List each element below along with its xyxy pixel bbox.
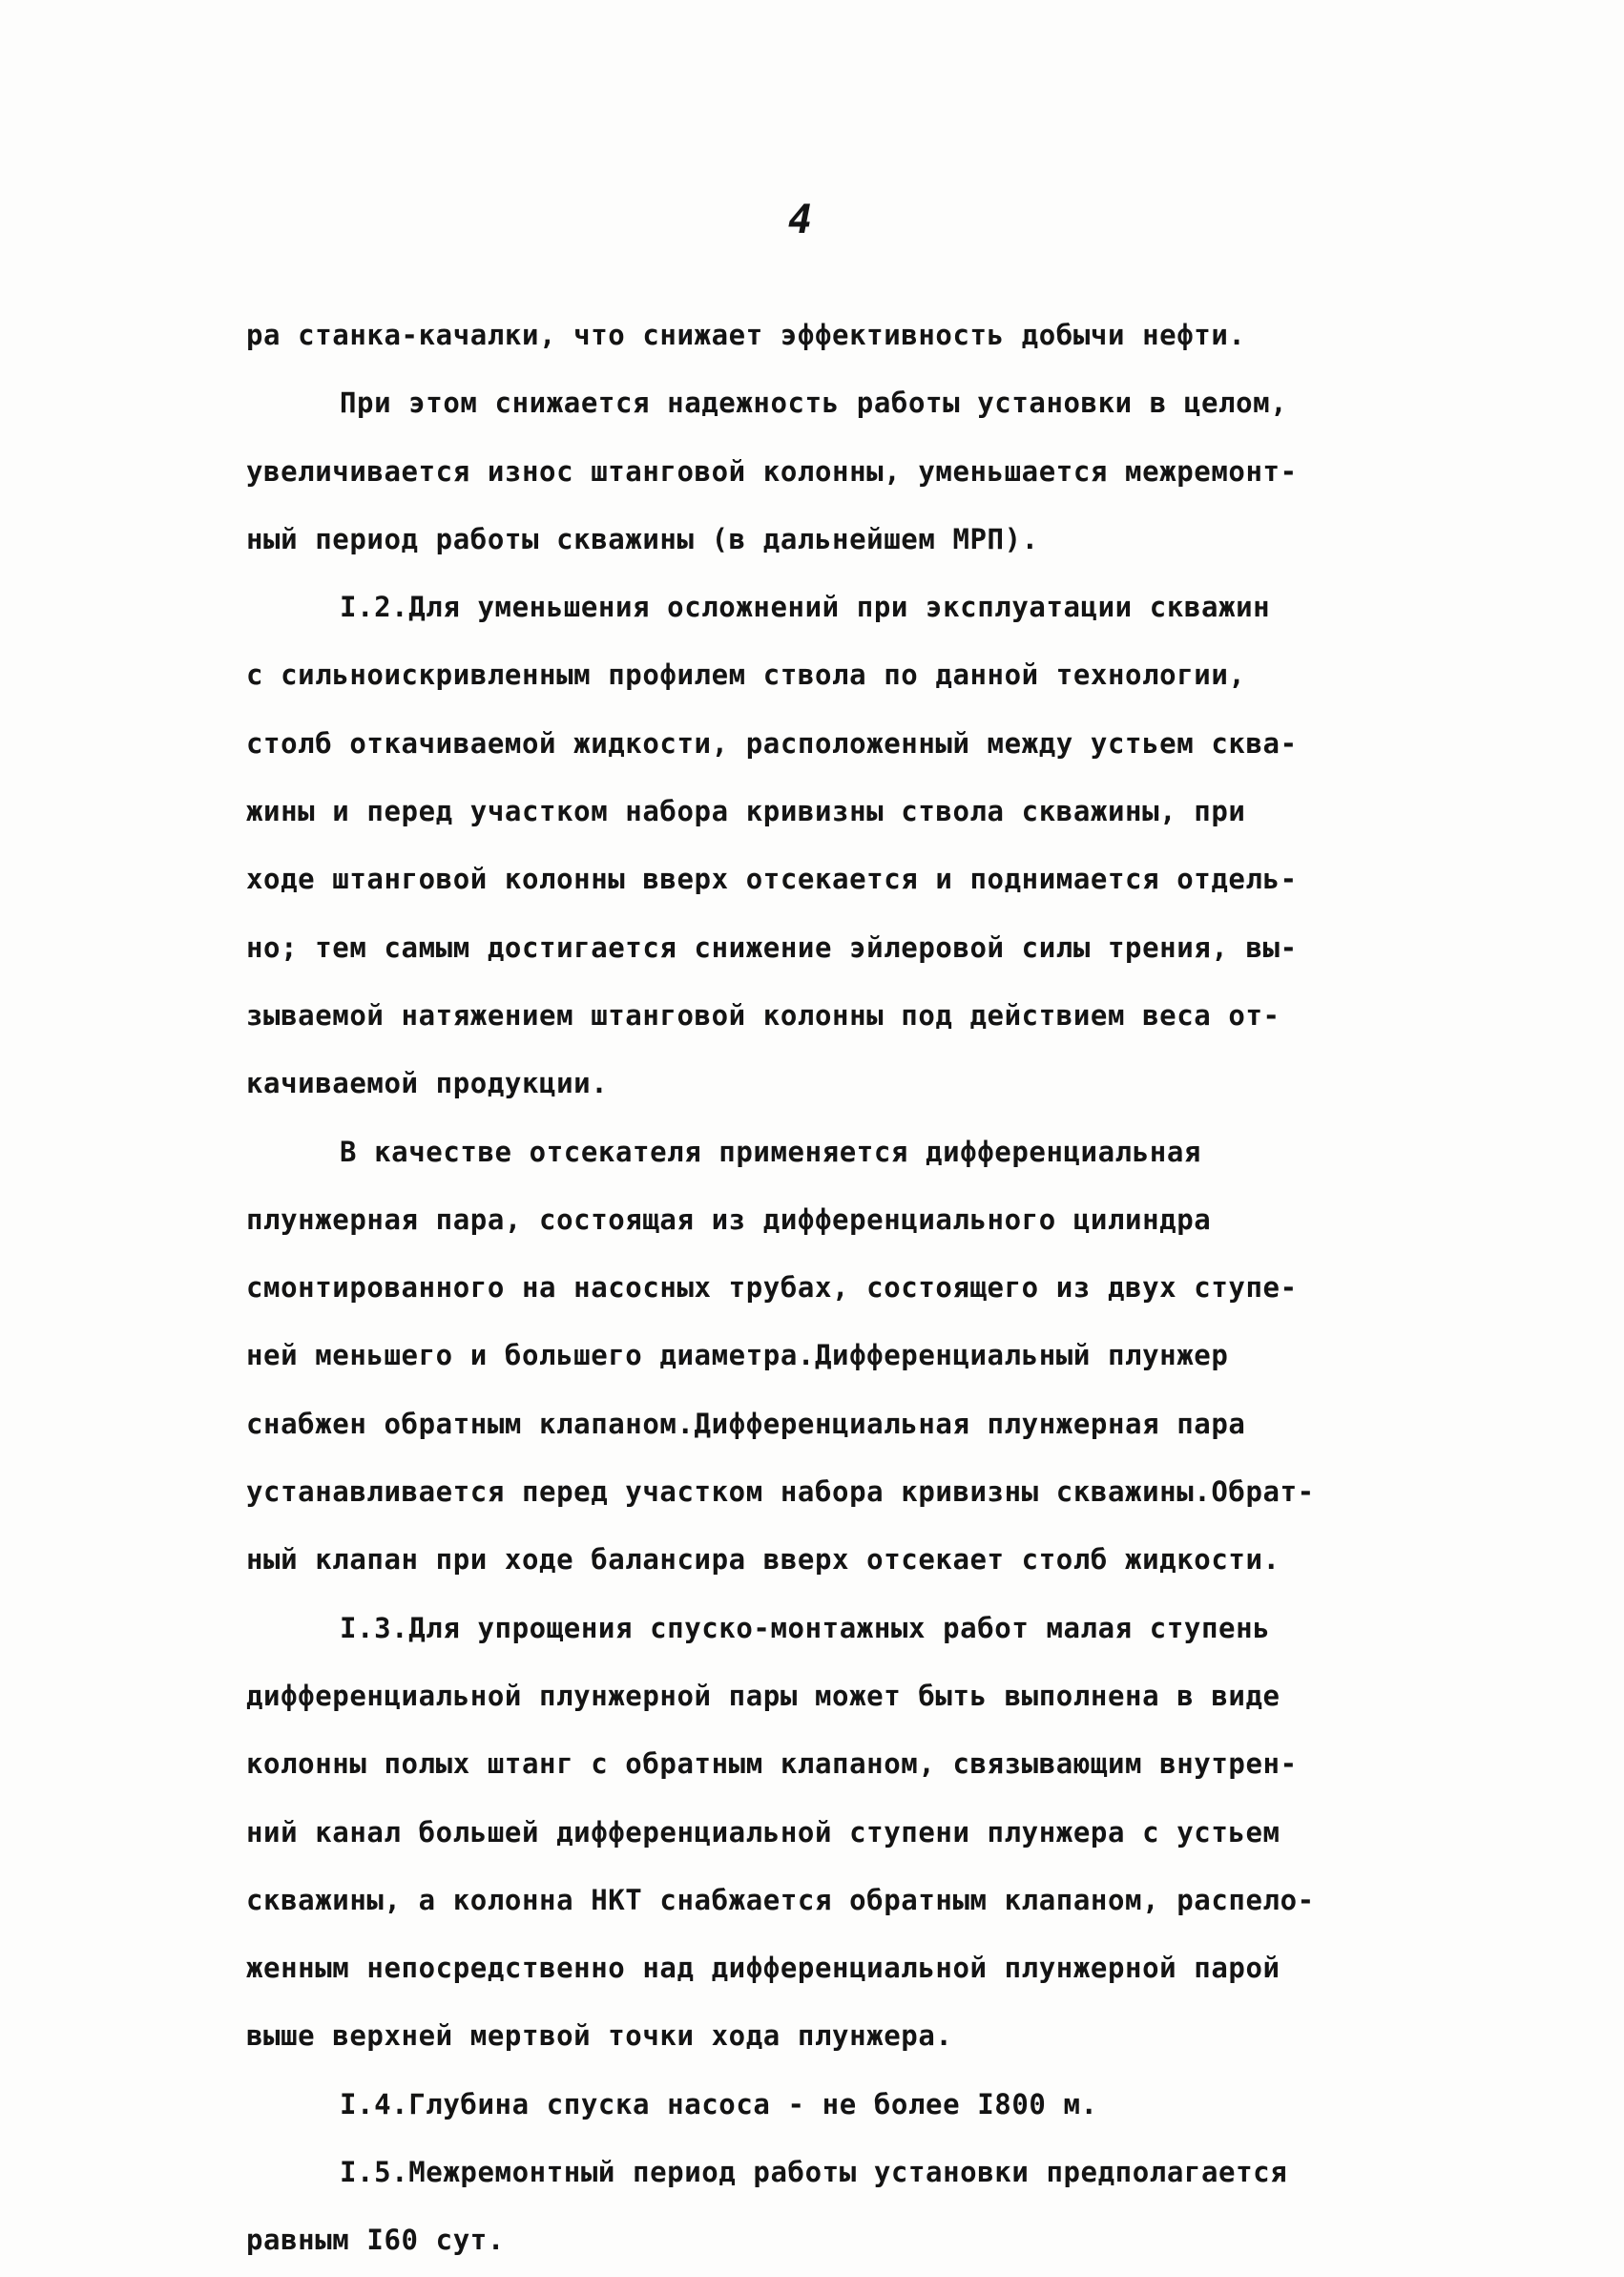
text-line: столб откачиваемой жидкости, расположенный между устьем сква- (246, 726, 1298, 760)
text-line: колонны полых штанг с обратным клапаном, связывающим внутрен- (246, 1747, 1298, 1781)
body-text (246, 302, 1420, 2275)
text-line: но; тем самым достигается снижение эйлеровой силы трения, вы- (246, 930, 1298, 964)
text-line: качиваемой продукции. (246, 1067, 609, 1100)
text-line: I.5.Межремонтный период работы установки предполагается (340, 2156, 1288, 2189)
text-line: ный период работы скважины (в дальнейшем МРП). (246, 522, 1039, 555)
page-number: 4 (788, 196, 813, 242)
text-line: скважины, а колонна НКТ снабжается обратным клапаном, распело- (246, 1883, 1315, 1916)
text-line: смонтированного на насосных трубах, состоящего из двух ступе- (246, 1271, 1298, 1305)
text-line: I.4.Глубина спуска насоса - не более I800 м. (340, 2087, 1098, 2120)
text-line: I.2.Для уменьшения осложнений при эксплуатации скважин (340, 591, 1271, 624)
text-line: равным I60 сут. (246, 2224, 505, 2257)
text-line: В качестве отсекателя применяется дифференциальная (340, 1135, 1201, 1168)
text-line: выше верхней мертвой точки хода плунжера. (246, 2019, 953, 2053)
text-line: При этом снижается надежность работы установки в целом, (340, 386, 1288, 420)
text-line: жины и перед участком набора кривизны ствола скважины, при (246, 795, 1246, 828)
text-line: плунжерная пара, состоящая из дифференциального цилиндра (246, 1202, 1212, 1236)
text-line: ра станка-качалки, что снижает эффективность добычи нефти. (246, 319, 1246, 351)
text-line: дифференциальной плунжерной пары может быть выполнена в виде (246, 1679, 1280, 1712)
text-line: ный клапан при ходе балансира вверх отсекает столб жидкости. (246, 1543, 1280, 1577)
text-line: устанавливается перед участком набора кривизны скважины.Обрат- (246, 1475, 1315, 1509)
text-line: женным непосредственно над дифференциальной плунжерной парой (246, 1952, 1280, 1985)
text-line: ней меньшего и большего диаметра.Дифференциальный плунжер (246, 1339, 1229, 1372)
text-line: с сильноискривленным профилем ствола по данной технологии, (246, 658, 1246, 692)
text-line: ходе штанговой колонны вверх отсекается и поднимается отдель- (246, 863, 1298, 896)
text-line: ний канал большей дифференциальной ступени плунжера с устьем (246, 1815, 1280, 1849)
text-line: зываемой натяжением штанговой колонны под действием веса от- (246, 998, 1280, 1032)
text-line: увеличивается износ штанговой колонны, уменьшается межремонт- (246, 454, 1298, 488)
text-line: снабжен обратным клапаном.Дифференциальная плунжерная пара (246, 1407, 1246, 1440)
text-line: I.3.Для упрощения спуско-монтажных работ малая ступень (340, 1611, 1271, 1644)
